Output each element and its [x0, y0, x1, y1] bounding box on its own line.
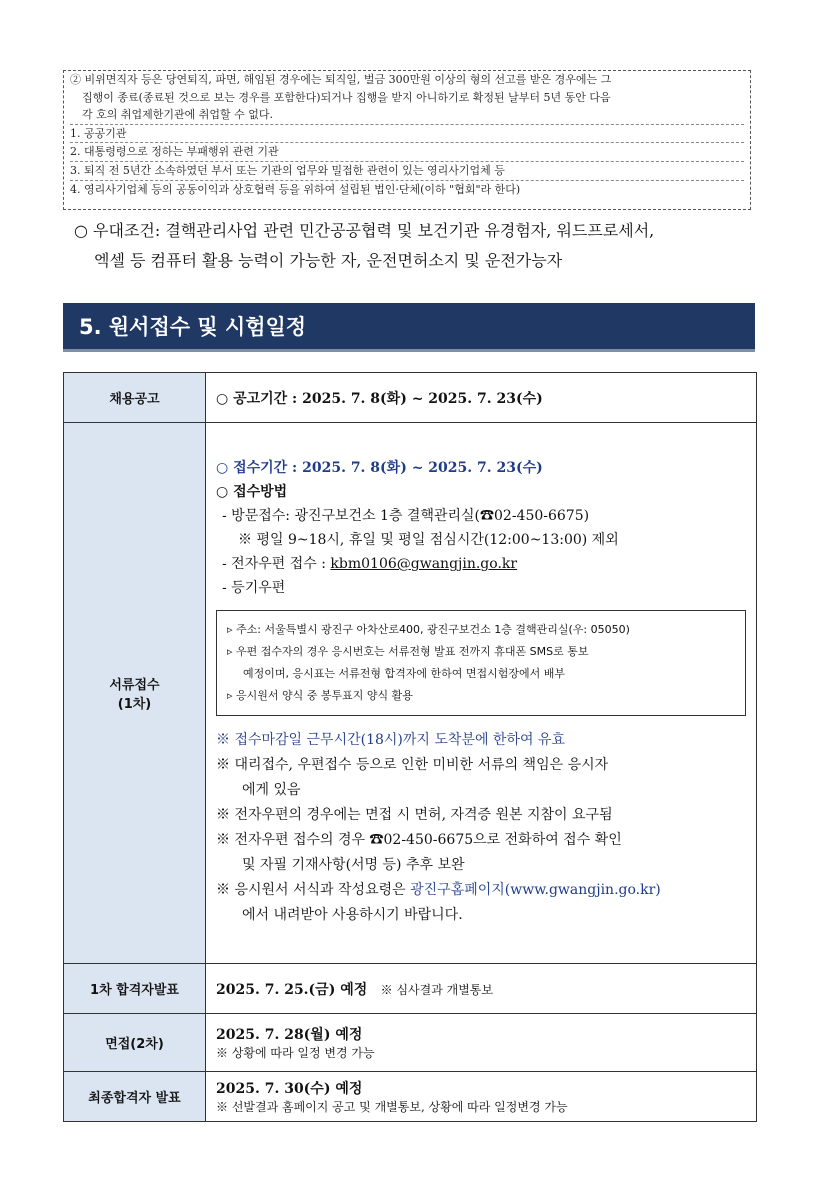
table-row-announce — [64, 373, 757, 423]
note-item-2: 2. 대통령령으로 정하는 부패행위 관련 기관 — [70, 142, 744, 161]
table-row-interview — [64, 1014, 757, 1072]
label-announce: 채용공고 — [64, 373, 206, 423]
interview-note: ※ 상황에 따라 일정 변경 가능 — [216, 1046, 375, 1060]
label-final: 최종합격자 발표 — [64, 1072, 206, 1122]
label-interview: 면접(2차) — [64, 1014, 206, 1072]
note-item-3: 3. 퇴직 전 5년간 소속하였던 부서 또는 기관의 업무와 밀접한 관련이 있는 영리사기업체 등 — [70, 161, 744, 180]
final-note: ※ 선발결과 홈페이지 공고 및 개별통보, 상황에 따라 일정변경 가능 — [216, 1100, 568, 1114]
docs-method-title: ○ 접수방법 — [216, 484, 288, 500]
docs-note-3-line1: ※ 전자우편 접수의 경우 ☎02-450-6675으로 전화하여 접수 확인 — [216, 832, 622, 848]
mail-notice-cont: 예정이며, 응시표는 서류전형 합격자에 한하여 면접시험장에서 배부 — [243, 667, 566, 680]
mail-notice: ▹ 우편 접수자의 경우 응시번호는 서류전형 발표 전까지 휴대폰 SMS로 통보 — [227, 645, 589, 658]
section-title: 5. 원서접수 및 시험일정 — [63, 303, 755, 352]
docs-period: ○ 접수기간 : 2025. 7. 8(화) ~ 2025. 7. 23(수) — [216, 460, 543, 476]
note-line-1: ② 비위면직자 등은 당연퇴직, 파면, 해임된 경우에는 퇴직일, 벌금 300만원 이상의 형의 선고를 받은 경우에는 그 — [70, 73, 612, 86]
docs-note-2-line1: ※ 전자우편의 경우에는 면접 시 면허, 자격증 원본 지참이 요구됨 — [216, 807, 613, 823]
docs-note-2 — [216, 803, 746, 828]
final-detail — [206, 1072, 757, 1122]
first-pass-detail — [206, 964, 757, 1014]
final-date: 2025. 7. 30(수) 예정 — [216, 1081, 363, 1097]
docs-form-note — [216, 878, 746, 928]
interview-detail — [206, 1014, 757, 1072]
docs-email-line — [216, 552, 746, 576]
disqualification-note-box — [63, 70, 751, 210]
table-row-final — [64, 1072, 757, 1122]
docs-note-1-line1: ※ 대리접수, 우편접수 등으로 인한 미비한 서류의 책임은 응시자 — [216, 757, 609, 773]
interview-date: 2025. 7. 28(월) 예정 — [216, 1027, 363, 1043]
deadline-note: ※ 접수마감일 근무시간(18시)까지 도착분에 한하여 유효 — [216, 732, 565, 748]
docs-note-1-line2: 에게 있음 — [242, 782, 301, 798]
preference-line-2: 엑셀 등 컴퓨터 활용 능력이 가능한 자, 운전면허소지 및 운전가능자 — [94, 251, 563, 270]
table-row-first-pass — [64, 964, 757, 1014]
label-documents — [64, 423, 206, 964]
docs-note-3-line2: 및 자필 기재사항(서명 등) 추후 보완 — [242, 857, 465, 873]
first-pass-note: ※ 심사결과 개별통보 — [380, 982, 493, 997]
form-note-prefix: ※ 응시원서 서식과 작성요령은 — [216, 882, 411, 898]
label-first-pass: 1차 합격자발표 — [64, 964, 206, 1014]
note-line-2: 집행이 종료(종료된 것으로 보는 경우를 포함한다)되거나 집행을 받지 아니하기로 확정된 날부터 5년 동안 다음 — [82, 90, 611, 104]
note-item-4: 4. 영리사기업체 등의 공동이익과 상호협력 등을 위하여 설립된 법인·단체(이하 "협회"라 한다) — [70, 180, 744, 199]
mail-info-box — [216, 610, 746, 716]
documents-detail — [206, 423, 757, 964]
note-line-3: 각 호의 취업제한기관에 취업할 수 없다. — [82, 108, 273, 122]
form-note-link[interactable]: 광진구홈페이지 — [410, 882, 505, 898]
label-documents-line2: (1차) — [117, 697, 152, 712]
schedule-table — [63, 372, 757, 1122]
docs-email-prefix: - 전자우편 접수 : — [222, 556, 331, 572]
docs-form-note-line1 — [216, 878, 746, 903]
docs-note-3 — [216, 828, 746, 878]
note-item-1: 1. 공공기관 — [70, 124, 744, 143]
docs-form-note-line2: 에서 내려받아 사용하시기 바랍니다. — [242, 907, 463, 923]
announce-period: ○ 공고기간 : 2025. 7. 8(화) ~ 2025. 7. 23(수) — [206, 373, 757, 423]
mail-form: ▹ 응시원서 양식 중 봉투표지 양식 활용 — [227, 689, 413, 702]
preference-block — [74, 216, 774, 276]
docs-visit-note: ※ 평일 9~18시, 휴일 및 평일 점심시간(12:00~13:00) 제외 — [238, 532, 619, 548]
docs-registered-mail: - 등기우편 — [222, 580, 286, 596]
label-documents-line1: 서류접수 — [109, 678, 160, 693]
preference-line-1: ○ 우대조건: 결핵관리사업 관련 민간공공협력 및 보건기관 유경험자, 워드프로세서, — [74, 221, 655, 240]
docs-email-link[interactable]: kbm0106@gwangjin.go.kr — [330, 556, 518, 572]
mail-address: ▹ 주소: 서울특별시 광진구 아차산로400, 광진구보건소 1층 결핵관리실(우: 05050) — [227, 623, 630, 636]
form-note-url[interactable]: (www.gwangjin.go.kr) — [504, 882, 661, 898]
docs-visit: - 방문접수: 광진구보건소 1층 결핵관리실(☎02-450-6675) — [222, 508, 590, 524]
docs-note-1 — [216, 753, 746, 803]
table-row-documents — [64, 423, 757, 964]
first-pass-date: 2025. 7. 25.(금) 예정 — [216, 981, 368, 998]
